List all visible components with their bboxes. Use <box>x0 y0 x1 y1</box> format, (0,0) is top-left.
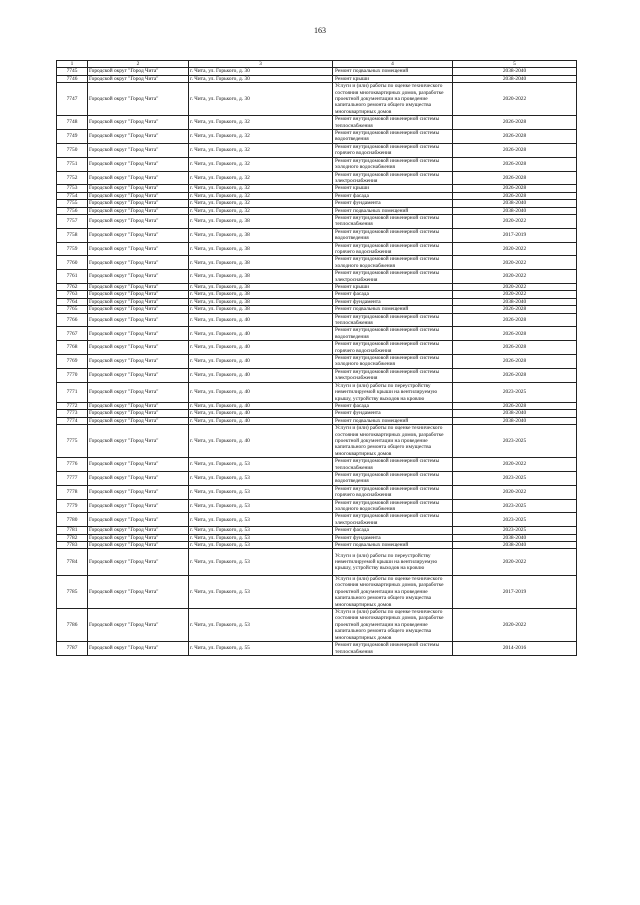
table-row <box>57 368 577 382</box>
address-cell: г. Чита, ул. Горького, д. 40 <box>189 382 333 402</box>
address-cell: г. Чита, ул. Горького, д. 53 <box>189 576 333 609</box>
row-number-cell: 7763 <box>57 291 88 298</box>
row-number-cell: 7753 <box>57 185 88 192</box>
header-cell-2: 2 <box>88 61 189 68</box>
work-type-cell: Услуги и (или) работы по переустройству невентилируемой крыши на вентилируемую крышу, устройству выходов на кровлю <box>333 549 453 576</box>
period-cell: 2026-2028 <box>453 355 577 369</box>
row-number-cell: 7769 <box>57 355 88 369</box>
municipality-cell: Городской округ "Город Чита" <box>88 143 189 157</box>
table-row <box>57 425 577 458</box>
municipality-cell: Городской округ "Город Чита" <box>88 171 189 185</box>
table-row <box>57 68 577 75</box>
period-cell: 2038-2040 <box>453 200 577 207</box>
municipality-cell: Городской округ "Город Чита" <box>88 513 189 527</box>
work-type-cell: Ремонт внутридомовой инженерной системы водоотведения <box>333 471 453 485</box>
address-cell: г. Чита, ул. Горького, д. 53 <box>189 471 333 485</box>
work-type-cell: Ремонт внутридомовой инженерной системы горячего водоснабжения <box>333 143 453 157</box>
address-cell: г. Чита, ул. Горького, д. 53 <box>189 513 333 527</box>
address-cell: г. Чита, ул. Горького, д. 40 <box>189 341 333 355</box>
table-row <box>57 341 577 355</box>
municipality-cell: Городской округ "Город Чита" <box>88 341 189 355</box>
table-body <box>57 61 577 656</box>
municipality-cell: Городской округ "Город Чита" <box>88 228 189 242</box>
period-cell: 2026-2028 <box>453 402 577 409</box>
work-type-cell: Ремонт внутридомовой инженерной системы водоотведения <box>333 130 453 144</box>
municipality-cell: Городской округ "Город Чита" <box>88 284 189 291</box>
address-cell: г. Чита, ул. Горького, д. 53 <box>189 549 333 576</box>
address-cell: г. Чита, ул. Горького, д. 40 <box>189 327 333 341</box>
address-cell: г. Чита, ул. Горького, д. 38 <box>189 306 333 313</box>
municipality-cell: Городской округ "Город Чита" <box>88 313 189 327</box>
row-number-cell: 7747 <box>57 83 88 116</box>
table-row <box>57 576 577 609</box>
municipality-cell: Городской округ "Город Чита" <box>88 327 189 341</box>
row-number-cell: 7776 <box>57 458 88 472</box>
period-cell: 2020-2022 <box>453 609 577 642</box>
address-cell: г. Чита, ул. Горького, д. 38 <box>189 256 333 270</box>
row-number-cell: 7758 <box>57 228 88 242</box>
address-cell: г. Чита, ул. Горького, д. 40 <box>189 410 333 417</box>
table-row <box>57 185 577 192</box>
municipality-cell: Городской округ "Город Чита" <box>88 534 189 541</box>
municipality-cell: Городской округ "Город Чита" <box>88 214 189 228</box>
work-type-cell: Ремонт подвальных помещений <box>333 542 453 549</box>
row-number-cell: 7750 <box>57 143 88 157</box>
municipality-cell: Городской округ "Город Чита" <box>88 485 189 499</box>
municipality-cell: Городской округ "Город Чита" <box>88 207 189 214</box>
municipality-cell: Городской округ "Город Чита" <box>88 542 189 549</box>
municipality-cell: Городской округ "Город Чита" <box>88 68 189 75</box>
municipality-cell: Городской округ "Город Чита" <box>88 576 189 609</box>
work-type-cell: Ремонт внутридомовой инженерной системы водоотведения <box>333 228 453 242</box>
period-cell: 2038-2040 <box>453 207 577 214</box>
municipality-cell: Городской округ "Город Чита" <box>88 291 189 298</box>
work-type-cell: Ремонт фундамента <box>333 200 453 207</box>
row-number-cell: 7749 <box>57 130 88 144</box>
table-row <box>57 130 577 144</box>
work-type-cell: Услуги и (или) работы по оценке технического состояния многоквартирных домов, разработке проектной документации на проведение капитального ремонта общего имущества многоквартирных домов <box>333 576 453 609</box>
row-number-cell: 7768 <box>57 341 88 355</box>
period-cell: 2023-2025 <box>453 425 577 458</box>
work-type-cell: Ремонт внутридомовой инженерной системы холодного водоснабжения <box>333 256 453 270</box>
table-row <box>57 157 577 171</box>
table-row <box>57 200 577 207</box>
period-cell: 2038-2040 <box>453 534 577 541</box>
address-cell: г. Чита, ул. Горького, д. 30 <box>189 75 333 82</box>
row-number-cell: 7786 <box>57 609 88 642</box>
period-cell: 2023-2025 <box>453 527 577 534</box>
work-type-cell: Ремонт внутридомовой инженерной системы горячего водоснабжения <box>333 485 453 499</box>
work-type-cell: Ремонт внутридомовой инженерной системы горячего водоснабжения <box>333 242 453 256</box>
period-cell: 2017-2019 <box>453 576 577 609</box>
table-row <box>57 458 577 472</box>
municipality-cell: Городской округ "Город Чита" <box>88 298 189 305</box>
address-cell: г. Чита, ул. Горького, д. 40 <box>189 402 333 409</box>
municipality-cell: Городской округ "Город Чита" <box>88 527 189 534</box>
work-type-cell: Услуги и (или) работы по оценке технического состояния многоквартирных домов, разработке проектной документации на проведение капитального ремонта общего имущества многоквартирных домов <box>333 83 453 116</box>
municipality-cell: Городской округ "Город Чита" <box>88 471 189 485</box>
address-cell: г. Чита, ул. Горького, д. 32 <box>189 200 333 207</box>
period-cell: 2026-2028 <box>453 157 577 171</box>
work-type-cell: Ремонт внутридомовой инженерной системы электроснабжения <box>333 171 453 185</box>
municipality-cell: Городской округ "Город Чита" <box>88 83 189 116</box>
row-number-cell: 7772 <box>57 402 88 409</box>
work-type-cell: Ремонт внутридомовой инженерной системы электроснабжения <box>333 368 453 382</box>
municipality-cell: Городской округ "Город Чита" <box>88 549 189 576</box>
header-cell-3: 3 <box>189 61 333 68</box>
table-row <box>57 171 577 185</box>
work-type-cell: Ремонт крыши <box>333 75 453 82</box>
row-number-cell: 7756 <box>57 207 88 214</box>
row-number-cell: 7760 <box>57 256 88 270</box>
period-cell: 2038-2040 <box>453 298 577 305</box>
period-cell: 2026-2028 <box>453 192 577 199</box>
address-cell: г. Чита, ул. Горького, д. 38 <box>189 298 333 305</box>
period-cell: 2038-2040 <box>453 542 577 549</box>
municipality-cell: Городской округ "Город Чита" <box>88 200 189 207</box>
municipality-cell: Городской округ "Город Чита" <box>88 130 189 144</box>
row-number-cell: 7755 <box>57 200 88 207</box>
work-type-cell: Ремонт внутридомовой инженерной системы электроснабжения <box>333 270 453 284</box>
address-cell: г. Чита, ул. Горького, д. 32 <box>189 192 333 199</box>
table-row <box>57 242 577 256</box>
municipality-cell: Городской округ "Город Чита" <box>88 382 189 402</box>
address-cell: г. Чита, ул. Горького, д. 38 <box>189 214 333 228</box>
table-row <box>57 534 577 541</box>
period-cell: 2026-2028 <box>453 116 577 130</box>
page-number: 163 <box>314 26 326 35</box>
period-cell: 2020-2022 <box>453 256 577 270</box>
work-type-cell: Ремонт фундамента <box>333 298 453 305</box>
address-cell: г. Чита, ул. Горького, д. 38 <box>189 228 333 242</box>
address-cell: г. Чита, ул. Горького, д. 32 <box>189 207 333 214</box>
municipality-cell: Городской округ "Город Чита" <box>88 609 189 642</box>
address-cell: г. Чита, ул. Горького, д. 53 <box>189 499 333 513</box>
address-cell: г. Чита, ул. Горького, д. 32 <box>189 157 333 171</box>
period-cell: 2026-2028 <box>453 313 577 327</box>
municipality-cell: Городской округ "Город Чита" <box>88 306 189 313</box>
header-cell-5: 5 <box>453 61 577 68</box>
period-cell: 2023-2025 <box>453 471 577 485</box>
row-number-cell: 7759 <box>57 242 88 256</box>
municipality-cell: Городской округ "Город Чита" <box>88 256 189 270</box>
row-number-cell: 7770 <box>57 368 88 382</box>
row-number-cell: 7767 <box>57 327 88 341</box>
row-number-cell: 7780 <box>57 513 88 527</box>
work-type-cell: Ремонт фундамента <box>333 534 453 541</box>
address-cell: г. Чита, ул. Горького, д. 38 <box>189 270 333 284</box>
table-row <box>57 143 577 157</box>
address-cell: г. Чита, ул. Горького, д. 53 <box>189 485 333 499</box>
work-type-cell: Ремонт внутридомовой инженерной системы теплоснабжения <box>333 116 453 130</box>
work-type-cell: Ремонт подвальных помещений <box>333 68 453 75</box>
row-number-cell: 7774 <box>57 417 88 424</box>
period-cell: 2026-2028 <box>453 143 577 157</box>
row-number-cell: 7787 <box>57 642 88 656</box>
address-cell: г. Чита, ул. Горького, д. 32 <box>189 130 333 144</box>
period-cell: 2026-2028 <box>453 368 577 382</box>
period-cell: 2020-2022 <box>453 284 577 291</box>
address-cell: г. Чита, ул. Горького, д. 53 <box>189 542 333 549</box>
work-type-cell: Ремонт внутридомовой инженерной системы теплоснабжения <box>333 642 453 656</box>
table-row <box>57 284 577 291</box>
work-type-cell: Ремонт внутридомовой инженерной системы теплоснабжения <box>333 313 453 327</box>
period-cell: 2038-2040 <box>453 417 577 424</box>
table-row <box>57 327 577 341</box>
row-number-cell: 7754 <box>57 192 88 199</box>
work-type-cell: Ремонт подвальных помещений <box>333 417 453 424</box>
table-row <box>57 542 577 549</box>
municipality-cell: Городской округ "Город Чита" <box>88 192 189 199</box>
municipality-cell: Городской округ "Город Чита" <box>88 402 189 409</box>
municipality-cell: Городской округ "Город Чита" <box>88 185 189 192</box>
work-type-cell: Ремонт крыши <box>333 284 453 291</box>
table-row <box>57 382 577 402</box>
row-number-cell: 7771 <box>57 382 88 402</box>
period-cell: 2017-2019 <box>453 228 577 242</box>
address-cell: г. Чита, ул. Горького, д. 40 <box>189 417 333 424</box>
work-type-cell: Ремонт внутридомовой инженерной системы холодного водоснабжения <box>333 355 453 369</box>
table-row <box>57 83 577 116</box>
work-type-cell: Ремонт крыши <box>333 185 453 192</box>
municipality-cell: Городской округ "Город Чита" <box>88 410 189 417</box>
table-row <box>57 116 577 130</box>
period-cell: 2020-2022 <box>453 549 577 576</box>
row-number-cell: 7762 <box>57 284 88 291</box>
work-type-cell: Ремонт фасада <box>333 192 453 199</box>
municipality-cell: Городской округ "Город Чита" <box>88 499 189 513</box>
address-cell: г. Чита, ул. Горького, д. 53 <box>189 458 333 472</box>
table-row <box>57 75 577 82</box>
address-cell: г. Чита, ул. Горького, д. 32 <box>189 185 333 192</box>
repair-schedule-table <box>56 60 577 656</box>
address-cell: г. Чита, ул. Горького, д. 38 <box>189 242 333 256</box>
period-cell: 2026-2028 <box>453 306 577 313</box>
address-cell: г. Чита, ул. Горького, д. 40 <box>189 368 333 382</box>
work-type-cell: Ремонт внутридомовой инженерной системы электроснабжения <box>333 513 453 527</box>
row-number-cell: 7778 <box>57 485 88 499</box>
address-cell: г. Чита, ул. Горького, д. 53 <box>189 534 333 541</box>
work-type-cell: Ремонт подвальных помещений <box>333 207 453 214</box>
row-number-cell: 7779 <box>57 499 88 513</box>
table-row <box>57 207 577 214</box>
address-cell: г. Чита, ул. Горького, д. 38 <box>189 291 333 298</box>
row-number-cell: 7777 <box>57 471 88 485</box>
municipality-cell: Городской округ "Город Чита" <box>88 355 189 369</box>
work-type-cell: Ремонт подвальных помещений <box>333 306 453 313</box>
row-number-cell: 7752 <box>57 171 88 185</box>
work-type-cell: Ремонт внутридомовой инженерной системы теплоснабжения <box>333 214 453 228</box>
table-row <box>57 485 577 499</box>
work-type-cell: Ремонт внутридомовой инженерной системы теплоснабжения <box>333 458 453 472</box>
work-type-cell: Ремонт фундамента <box>333 410 453 417</box>
row-number-cell: 7775 <box>57 425 88 458</box>
period-cell: 2026-2028 <box>453 185 577 192</box>
address-cell: г. Чита, ул. Горького, д. 40 <box>189 313 333 327</box>
period-cell: 2023-2025 <box>453 513 577 527</box>
address-cell: г. Чита, ул. Горького, д. 30 <box>189 68 333 75</box>
period-cell: 2020-2022 <box>453 485 577 499</box>
row-number-cell: 7765 <box>57 306 88 313</box>
table-row <box>57 355 577 369</box>
address-cell: г. Чита, ул. Горького, д. 55 <box>189 642 333 656</box>
table-row <box>57 471 577 485</box>
row-number-cell: 7745 <box>57 68 88 75</box>
row-number-cell: 7751 <box>57 157 88 171</box>
period-cell: 2020-2022 <box>453 458 577 472</box>
period-cell: 2038-2040 <box>453 75 577 82</box>
row-number-cell: 7782 <box>57 534 88 541</box>
row-number-cell: 7781 <box>57 527 88 534</box>
table-row <box>57 298 577 305</box>
address-cell: г. Чита, ул. Горького, д. 38 <box>189 284 333 291</box>
municipality-cell: Городской округ "Город Чита" <box>88 75 189 82</box>
table-row <box>57 228 577 242</box>
municipality-cell: Городской округ "Город Чита" <box>88 242 189 256</box>
period-cell: 2020-2022 <box>453 270 577 284</box>
period-cell: 2026-2028 <box>453 327 577 341</box>
table-row <box>57 291 577 298</box>
work-type-cell: Услуги и (или) работы по оценке технического состояния многоквартирных домов, разработке проектной документации на проведение капитального ремонта общего имущества многоквартирных домов <box>333 609 453 642</box>
row-number-cell: 7764 <box>57 298 88 305</box>
address-cell: г. Чита, ул. Горького, д. 32 <box>189 143 333 157</box>
address-cell: г. Чита, ул. Горького, д. 32 <box>189 116 333 130</box>
municipality-cell: Городской округ "Город Чита" <box>88 116 189 130</box>
address-cell: г. Чита, ул. Горького, д. 53 <box>189 609 333 642</box>
row-number-cell: 7785 <box>57 576 88 609</box>
table-row <box>57 513 577 527</box>
work-type-cell: Ремонт фасада <box>333 291 453 298</box>
period-cell: 2038-2040 <box>453 68 577 75</box>
period-cell: 2020-2022 <box>453 214 577 228</box>
address-cell: г. Чита, ул. Горького, д. 32 <box>189 171 333 185</box>
table-row <box>57 642 577 656</box>
period-cell: 2020-2022 <box>453 242 577 256</box>
work-type-cell: Ремонт фасада <box>333 527 453 534</box>
table-row <box>57 410 577 417</box>
work-type-cell: Ремонт внутридомовой инженерной системы холодного водоснабжения <box>333 157 453 171</box>
address-cell: г. Чита, ул. Горького, д. 30 <box>189 83 333 116</box>
header-cell-4: 4 <box>333 61 453 68</box>
table-row <box>57 499 577 513</box>
row-number-cell: 7761 <box>57 270 88 284</box>
table-row <box>57 306 577 313</box>
table-row <box>57 256 577 270</box>
row-number-cell: 7757 <box>57 214 88 228</box>
table-row <box>57 527 577 534</box>
address-cell: г. Чита, ул. Горького, д. 53 <box>189 527 333 534</box>
municipality-cell: Городской округ "Город Чита" <box>88 642 189 656</box>
municipality-cell: Городской округ "Город Чита" <box>88 425 189 458</box>
table-header-row <box>57 61 577 68</box>
table-row <box>57 270 577 284</box>
period-cell: 2014-2016 <box>453 642 577 656</box>
table-row <box>57 214 577 228</box>
period-cell: 2020-2022 <box>453 291 577 298</box>
period-cell: 2026-2028 <box>453 171 577 185</box>
work-type-cell: Ремонт фасада <box>333 402 453 409</box>
work-type-cell: Ремонт внутридомовой инженерной системы горячего водоснабжения <box>333 341 453 355</box>
municipality-cell: Городской округ "Город Чита" <box>88 458 189 472</box>
table-row <box>57 192 577 199</box>
row-number-cell: 7773 <box>57 410 88 417</box>
municipality-cell: Городской округ "Город Чита" <box>88 157 189 171</box>
period-cell: 2038-2040 <box>453 410 577 417</box>
row-number-cell: 7748 <box>57 116 88 130</box>
period-cell: 2023-2025 <box>453 499 577 513</box>
municipality-cell: Городской округ "Город Чита" <box>88 270 189 284</box>
row-number-cell: 7784 <box>57 549 88 576</box>
row-number-cell: 7746 <box>57 75 88 82</box>
header-cell-1: 1 <box>57 61 88 68</box>
period-cell: 2020-2022 <box>453 83 577 116</box>
row-number-cell: 7783 <box>57 542 88 549</box>
address-cell: г. Чита, ул. Горького, д. 40 <box>189 355 333 369</box>
municipality-cell: Городской округ "Город Чита" <box>88 417 189 424</box>
table-row <box>57 402 577 409</box>
row-number-cell: 7766 <box>57 313 88 327</box>
table-row <box>57 609 577 642</box>
work-type-cell: Ремонт внутридомовой инженерной системы холодного водоснабжения <box>333 499 453 513</box>
period-cell: 2023-2025 <box>453 382 577 402</box>
work-type-cell: Ремонт внутридомовой инженерной системы водоотведения <box>333 327 453 341</box>
table-row <box>57 417 577 424</box>
address-cell: г. Чита, ул. Горького, д. 40 <box>189 425 333 458</box>
period-cell: 2026-2028 <box>453 341 577 355</box>
table-row <box>57 313 577 327</box>
work-type-cell: Услуги и (или) работы по переустройству невентилируемой крыши на вентилируемую крышу, устройству выходов на кровлю <box>333 382 453 402</box>
work-type-cell: Услуги и (или) работы по оценке технического состояния многоквартирных домов, разработке проектной документации на проведение капитального ремонта общего имущества многоквартирных домов <box>333 425 453 458</box>
period-cell: 2026-2028 <box>453 130 577 144</box>
municipality-cell: Городской округ "Город Чита" <box>88 368 189 382</box>
table-row <box>57 549 577 576</box>
